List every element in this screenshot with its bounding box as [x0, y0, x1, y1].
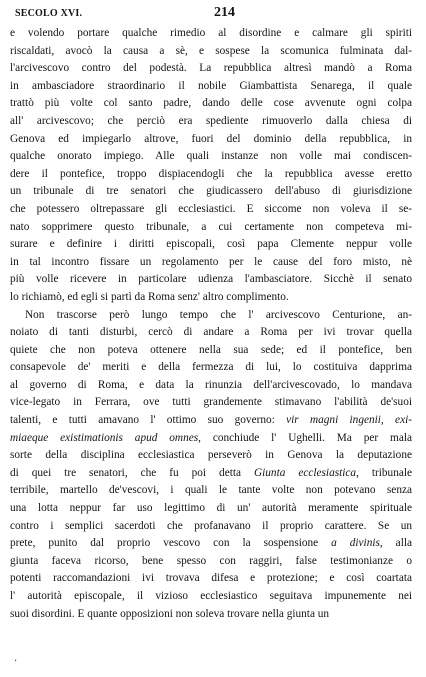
text-line	[10, 78, 412, 96]
text-line	[10, 236, 412, 254]
text-segment: trattò più volte col santo padre, dando delle cose avvenute ogni colpa	[10, 97, 412, 110]
text-segment: dere il pontefice, troppo dispiacendogli che la repubblica avesse eretto	[10, 167, 412, 180]
text-segment: che potessero oltrepassare gli ecclesiastici. E siccome non voleva il se-	[10, 202, 412, 215]
page-speck-mark: ·	[14, 656, 18, 667]
text-segment: qualche onorato impiego. Alle quali instanze non volle mai condiscen-	[10, 150, 412, 163]
text-segment: talenti, e tutti amavano l' ottimo suo governo:	[10, 414, 287, 427]
text-segment: al governo di Roma, e data la rinunzia dell'arcivescovado, lo mandava	[10, 378, 412, 391]
text-line	[10, 254, 412, 272]
text-segment: , tribunale	[356, 466, 413, 479]
text-line	[10, 271, 412, 289]
body-text	[10, 25, 412, 623]
text-line	[10, 219, 412, 237]
text-segment: lo richiamò, ed egli si partì da Roma senz' altro complimento.	[10, 290, 289, 303]
text-segment: l' autorità episcopale, il vizioso ecclesiastico seguitava impunemente nei	[10, 590, 412, 602]
text-segment: surare e definire i diritti episcopali, così papa Clemente neppur volle	[10, 238, 412, 251]
text-segment: nato sopprimere questo tribunale, a cui certamente non competeva mi-	[10, 220, 412, 233]
text-segment: potenti raccomandazioni ivi trovava difesa e protezione; e così coartata	[10, 572, 412, 585]
paragraph	[10, 25, 412, 307]
page-header	[15, 5, 411, 27]
text-segment: all' arcivescovo; che perciò era spediente rimuoverlo dalla chiesa di	[10, 114, 412, 127]
text-line	[10, 201, 412, 219]
text-line	[10, 394, 412, 412]
text-segment: giunta faceva ricorso, bene spesso con raggiri, false testimonianze o	[10, 554, 412, 567]
text-line	[10, 60, 412, 78]
text-segment: un tribunale di tre senatori che giudicassero dell'abuso di giurisdizione	[10, 185, 412, 198]
text-line	[10, 289, 412, 307]
text-line	[10, 307, 412, 325]
text-segment: consapevole de' meriti e della fermezza di lui, lo costituiva dapprima	[10, 361, 412, 374]
text-line	[10, 482, 412, 500]
text-segment: , conchiude l' Ughelli. Ma per mala	[198, 431, 412, 444]
text-segment: quiete che non poteva ottenere nella sua sede; ed il pontefice, ben	[10, 343, 412, 356]
text-line	[10, 131, 412, 149]
text-segment: vice-legato in Ferrara, ove tutti grandemente stimavano l'abilità de'suoi	[10, 396, 412, 409]
text-line	[10, 553, 412, 571]
text-line	[10, 148, 412, 166]
text-line	[10, 95, 412, 113]
text-segment: di quei tre senatori, che fu poi detta	[10, 466, 254, 479]
text-line	[10, 465, 412, 483]
italic-text: vir magni ingenii, exi-	[286, 414, 412, 427]
text-line	[10, 183, 412, 201]
text-line	[10, 113, 412, 131]
text-line	[10, 166, 412, 184]
text-line	[10, 377, 412, 395]
text-segment: una lotta neppur far uso legittimo di un' autorità meramente spirituale	[10, 502, 412, 515]
text-segment: suoi disordini. E quante opposizioni non soleva trovare nella giunta un	[10, 607, 330, 620]
text-line	[10, 535, 412, 553]
running-head: SECOLO XVI.	[15, 8, 83, 19]
text-segment: contro i semplici sacerdoti che profanavano il proprio carattere. Se un	[10, 519, 412, 532]
text-line	[10, 447, 412, 465]
italic-text: Giunta ecclesiastica	[253, 466, 357, 479]
text-segment: prete, punito dal proprio vescovo con la sospensione	[10, 537, 332, 550]
text-segment: l'arcivescovo contro del podestà. La repubblica altresì mandò a Roma	[10, 62, 412, 75]
text-segment: riscaldati, avocò la causa a sè, e sospese la scomunica fulminata dal-	[10, 44, 412, 57]
text-segment: noiato di tanti disturbi, cercò di andare a Roma per ivi trovar quella	[10, 326, 412, 339]
page-number: 214	[214, 5, 235, 20]
text-line	[10, 359, 412, 377]
text-segment: sorte della disciplina ecclesiastica perseverò in Genova la deputazione	[10, 449, 412, 462]
text-line	[10, 25, 412, 43]
text-segment: terribile, martello de'vescovi, i quali le tante volte non potevano senza	[10, 484, 412, 497]
italic-text: a divinis	[331, 537, 380, 550]
text-line	[10, 588, 412, 606]
text-segment: in tal incontro fissare un regolamento per le cause del foro misto, nè	[10, 255, 412, 268]
italic-text: miaeque existimationis apud omnes	[10, 431, 199, 444]
text-line	[10, 518, 412, 536]
text-line	[10, 570, 412, 588]
text-segment: più volle ricevere in particolare udienza l'ambasciatore. Sicchè il senato	[10, 273, 412, 286]
text-segment: Genova ed impiegarlo altrove, fuori del dominio della repubblica, in	[10, 132, 412, 145]
text-line	[10, 342, 412, 360]
text-segment: in ambasciadore straordinario il nobile Giambattista Senarega, il quale	[10, 79, 412, 92]
text-line	[10, 430, 412, 448]
text-segment: e volendo portare qualche rimedio al disordine e calmare gli spiriti	[10, 27, 412, 39]
text-segment: Non trascorse però lungo tempo che l' arcivescovo Centurione, an-	[25, 308, 412, 321]
paragraph	[10, 307, 412, 624]
text-segment: , alla	[379, 537, 412, 550]
text-line	[10, 324, 412, 342]
text-line	[10, 500, 412, 518]
text-line	[10, 43, 412, 61]
text-line	[10, 606, 412, 624]
text-line	[10, 412, 412, 430]
